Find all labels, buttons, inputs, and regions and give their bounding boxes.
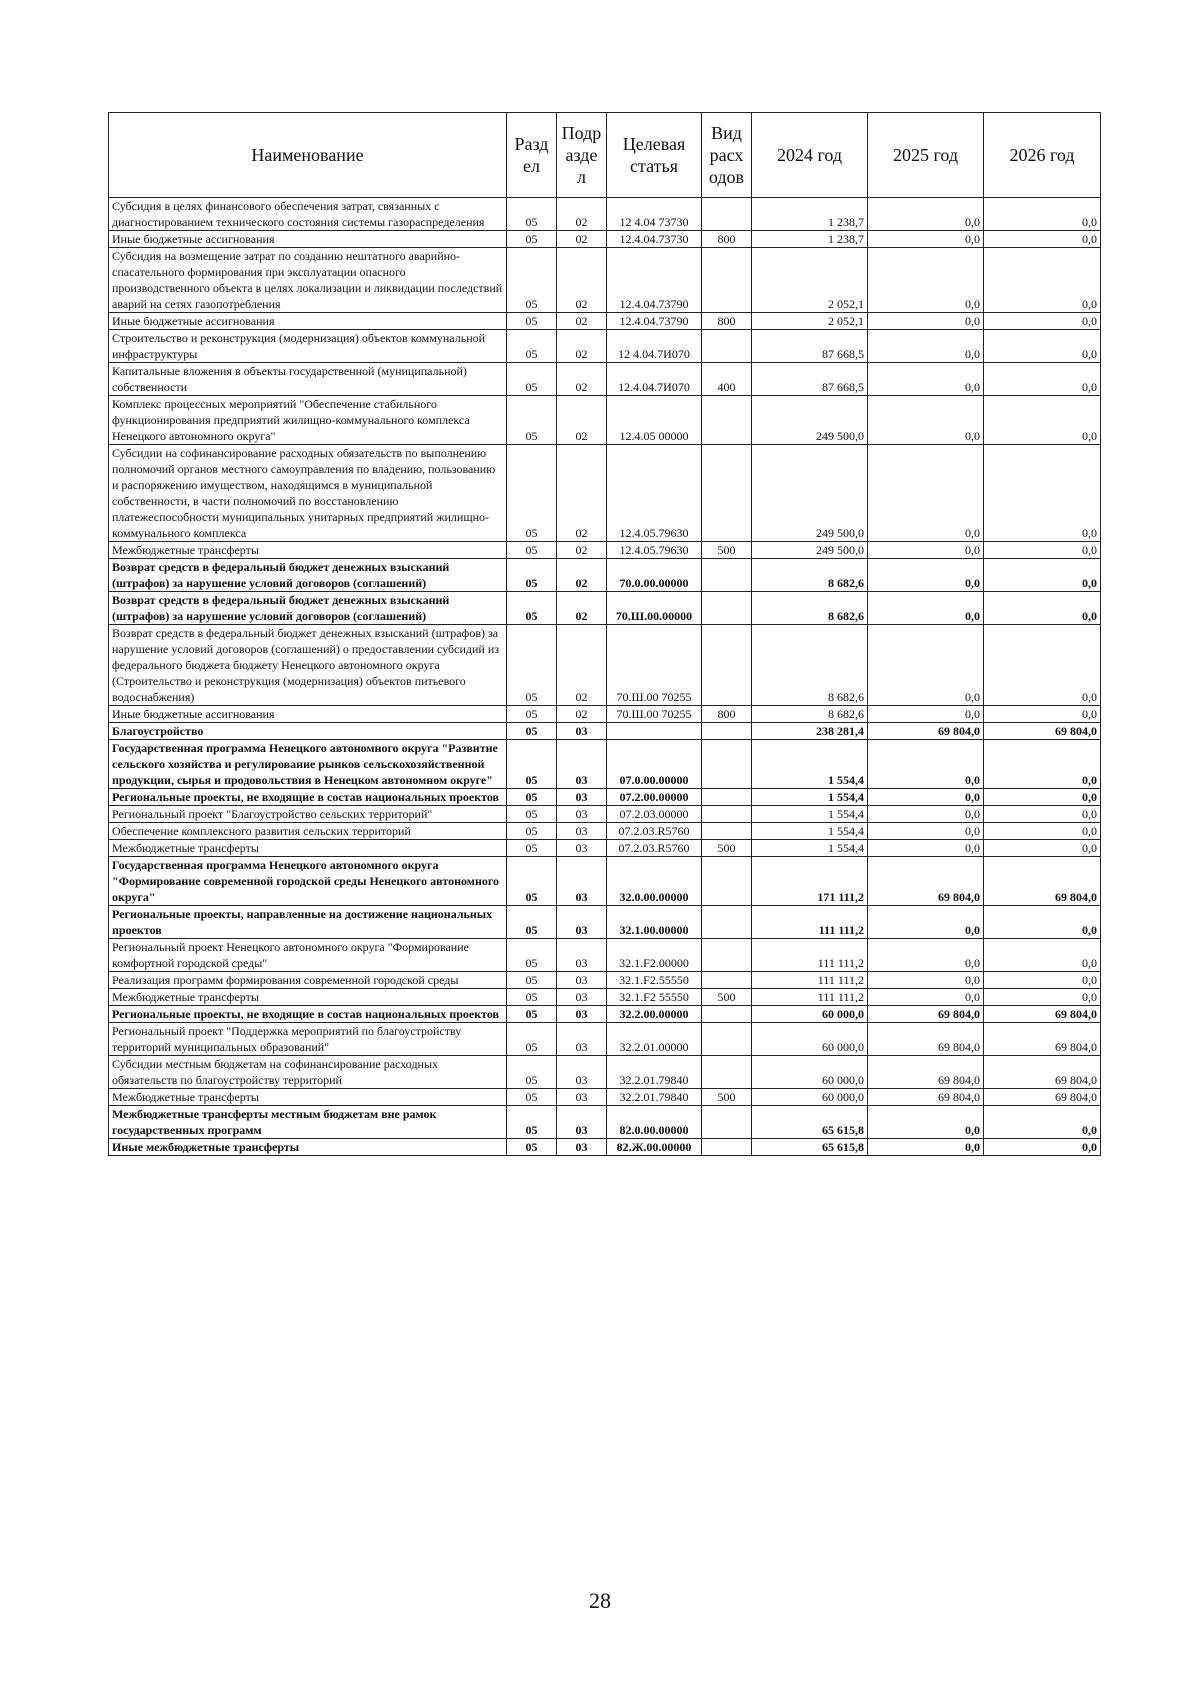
table-row xyxy=(109,740,1101,789)
cell-name: Благоустройство xyxy=(109,723,507,740)
cell-2025: 69 804,0 xyxy=(868,723,984,740)
cell-2025: 0,0 xyxy=(868,231,984,248)
cell-2024: 1 554,4 xyxy=(752,740,868,789)
cell-kind: 800 xyxy=(702,313,752,330)
cell-name: Субсидии местным бюджетам на софинансирование расходных обязательств по благоустройству территорий xyxy=(109,1056,507,1089)
cell-section: 05 xyxy=(507,1089,557,1106)
cell-name: Комплекс процессных мероприятий "Обеспечение стабильного функционирования предприятий жилищно-коммунального комплекса Ненецкого автономного округа" xyxy=(109,396,507,445)
table-row xyxy=(109,857,1101,906)
table-row xyxy=(109,789,1101,806)
cell-section: 05 xyxy=(507,592,557,625)
cell-kind: 800 xyxy=(702,706,752,723)
cell-target: 32.2.00.00000 xyxy=(607,1006,702,1023)
table-row xyxy=(109,1056,1101,1089)
cell-target: 12.4.04.73790 xyxy=(607,248,702,313)
cell-name: Государственная программа Ненецкого автономного округа "Формирование современной городской среды Ненецкого автономного округа" xyxy=(109,857,507,906)
cell-2025: 0,0 xyxy=(868,248,984,313)
cell-name: Региональный проект "Благоустройство сельских территорий" xyxy=(109,806,507,823)
table-row xyxy=(109,445,1101,542)
cell-subsection: 02 xyxy=(557,559,607,592)
cell-2024: 1 554,4 xyxy=(752,789,868,806)
table-row xyxy=(109,823,1101,840)
table-row xyxy=(109,1089,1101,1106)
table-row xyxy=(109,1006,1101,1023)
cell-subsection: 02 xyxy=(557,330,607,363)
cell-target: 12.4.04.7И070 xyxy=(607,363,702,396)
cell-kind: 400 xyxy=(702,363,752,396)
cell-target: 70.Ш.00.00000 xyxy=(607,592,702,625)
cell-target: 32.1.00.00000 xyxy=(607,906,702,939)
cell-2024: 249 500,0 xyxy=(752,445,868,542)
cell-subsection: 02 xyxy=(557,625,607,706)
cell-target: 32.2.01.00000 xyxy=(607,1023,702,1056)
table-row xyxy=(109,1106,1101,1139)
cell-2024: 65 615,8 xyxy=(752,1106,868,1139)
cell-name: Возврат средств в федеральный бюджет денежных взысканий (штрафов) за нарушение условий договоров (соглашений) о предоставлении субсидий из федерального бюджета бюджету Ненецкого автономного округа (Строительство и реконструкция (модернизация) объектов питьевого водоснабжения) xyxy=(109,625,507,706)
cell-2026: 0,0 xyxy=(984,625,1101,706)
cell-2024: 60 000,0 xyxy=(752,1056,868,1089)
cell-kind xyxy=(702,559,752,592)
cell-2024: 238 281,4 xyxy=(752,723,868,740)
cell-2024: 8 682,6 xyxy=(752,625,868,706)
cell-2024: 60 000,0 xyxy=(752,1023,868,1056)
cell-kind xyxy=(702,592,752,625)
cell-2025: 0,0 xyxy=(868,592,984,625)
cell-target: 32.0.00.00000 xyxy=(607,857,702,906)
cell-section: 05 xyxy=(507,248,557,313)
table-row xyxy=(109,939,1101,972)
cell-kind xyxy=(702,625,752,706)
cell-subsection: 03 xyxy=(557,1139,607,1156)
cell-2025: 0,0 xyxy=(868,396,984,445)
table-row xyxy=(109,906,1101,939)
cell-2024: 87 668,5 xyxy=(752,330,868,363)
cell-target: 12.4.05 00000 xyxy=(607,396,702,445)
cell-subsection: 03 xyxy=(557,972,607,989)
cell-target: 70.0.00.00000 xyxy=(607,559,702,592)
cell-kind xyxy=(702,198,752,231)
table-row xyxy=(109,706,1101,723)
header-target: Целевая статья xyxy=(607,113,702,198)
cell-subsection: 02 xyxy=(557,542,607,559)
cell-target: 32.1.F2.00000 xyxy=(607,939,702,972)
cell-subsection: 02 xyxy=(557,706,607,723)
cell-kind xyxy=(702,396,752,445)
cell-2026: 0,0 xyxy=(984,198,1101,231)
cell-2026: 69 804,0 xyxy=(984,1006,1101,1023)
cell-2026: 69 804,0 xyxy=(984,723,1101,740)
cell-section: 05 xyxy=(507,231,557,248)
cell-2025: 0,0 xyxy=(868,789,984,806)
cell-2025: 0,0 xyxy=(868,840,984,857)
cell-kind xyxy=(702,1006,752,1023)
page-number: 28 xyxy=(589,1588,611,1613)
cell-section: 05 xyxy=(507,1006,557,1023)
cell-section: 05 xyxy=(507,740,557,789)
cell-subsection: 03 xyxy=(557,857,607,906)
cell-2025: 0,0 xyxy=(868,330,984,363)
cell-subsection: 02 xyxy=(557,198,607,231)
cell-target: 07.2.00.00000 xyxy=(607,789,702,806)
cell-subsection: 03 xyxy=(557,740,607,789)
cell-2026: 0,0 xyxy=(984,989,1101,1006)
cell-2026: 0,0 xyxy=(984,248,1101,313)
cell-target: 32.2.01.79840 xyxy=(607,1056,702,1089)
cell-section: 05 xyxy=(507,840,557,857)
cell-target: 07.0.00.00000 xyxy=(607,740,702,789)
budget-table xyxy=(108,112,1101,1156)
cell-section: 05 xyxy=(507,559,557,592)
table-row xyxy=(109,972,1101,989)
cell-section: 05 xyxy=(507,789,557,806)
cell-section: 05 xyxy=(507,972,557,989)
cell-2024: 8 682,6 xyxy=(752,592,868,625)
cell-subsection: 02 xyxy=(557,248,607,313)
cell-kind xyxy=(702,972,752,989)
header-name: Наименование xyxy=(109,113,507,198)
cell-target: 07.2.03.00000 xyxy=(607,806,702,823)
header-subsection: Подр азде л xyxy=(557,113,607,198)
cell-2025: 69 804,0 xyxy=(868,1056,984,1089)
cell-kind xyxy=(702,1106,752,1139)
cell-2025: 0,0 xyxy=(868,1139,984,1156)
cell-2025: 0,0 xyxy=(868,559,984,592)
header-2024: 2024 год xyxy=(752,113,868,198)
cell-section: 05 xyxy=(507,198,557,231)
table-row xyxy=(109,592,1101,625)
cell-2024: 1 554,4 xyxy=(752,823,868,840)
cell-name: Строительство и реконструкция (модернизация) объектов коммунальной инфраструктуры xyxy=(109,330,507,363)
cell-target: 12.4.04.73790 xyxy=(607,313,702,330)
header-2025: 2025 год xyxy=(868,113,984,198)
cell-subsection: 03 xyxy=(557,906,607,939)
cell-kind xyxy=(702,445,752,542)
cell-name: Возврат средств в федеральный бюджет денежных взысканий (штрафов) за нарушение условий договоров (соглашений) xyxy=(109,592,507,625)
cell-subsection: 03 xyxy=(557,806,607,823)
table-body xyxy=(109,198,1101,1156)
cell-kind: 500 xyxy=(702,1089,752,1106)
cell-2024: 111 111,2 xyxy=(752,989,868,1006)
document-page xyxy=(108,112,1100,1156)
cell-name: Межбюджетные трансферты xyxy=(109,989,507,1006)
cell-target xyxy=(607,723,702,740)
cell-section: 05 xyxy=(507,906,557,939)
cell-subsection: 02 xyxy=(557,592,607,625)
cell-2024: 2 052,1 xyxy=(752,313,868,330)
cell-2025: 0,0 xyxy=(868,542,984,559)
cell-kind xyxy=(702,906,752,939)
cell-subsection: 02 xyxy=(557,363,607,396)
cell-section: 05 xyxy=(507,313,557,330)
cell-name: Межбюджетные трансферты xyxy=(109,840,507,857)
cell-target: 32.1.F2.55550 xyxy=(607,972,702,989)
cell-kind xyxy=(702,939,752,972)
cell-2025: 0,0 xyxy=(868,806,984,823)
cell-target: 12 4.04.7И070 xyxy=(607,330,702,363)
cell-2026: 0,0 xyxy=(984,1139,1101,1156)
cell-2024: 171 111,2 xyxy=(752,857,868,906)
cell-name: Реализация программ формирования современной городской среды xyxy=(109,972,507,989)
cell-2026: 0,0 xyxy=(984,445,1101,542)
cell-2026: 0,0 xyxy=(984,330,1101,363)
table-row xyxy=(109,989,1101,1006)
cell-2026: 0,0 xyxy=(984,706,1101,723)
cell-section: 05 xyxy=(507,806,557,823)
table-row xyxy=(109,723,1101,740)
cell-section: 05 xyxy=(507,330,557,363)
cell-section: 05 xyxy=(507,1056,557,1089)
cell-kind xyxy=(702,740,752,789)
cell-subsection: 03 xyxy=(557,723,607,740)
table-row xyxy=(109,248,1101,313)
cell-2025: 0,0 xyxy=(868,625,984,706)
cell-target: 12.4.04.73730 xyxy=(607,231,702,248)
cell-2024: 111 111,2 xyxy=(752,972,868,989)
cell-name: Обеспечение комплексного развития сельских территорий xyxy=(109,823,507,840)
cell-2026: 0,0 xyxy=(984,972,1101,989)
cell-subsection: 02 xyxy=(557,396,607,445)
cell-section: 05 xyxy=(507,989,557,1006)
cell-kind xyxy=(702,330,752,363)
cell-name: Возврат средств в федеральный бюджет денежных взысканий (штрафов) за нарушение условий договоров (соглашений) xyxy=(109,559,507,592)
cell-2026: 0,0 xyxy=(984,823,1101,840)
cell-section: 05 xyxy=(507,396,557,445)
table-row xyxy=(109,330,1101,363)
cell-subsection: 03 xyxy=(557,1056,607,1089)
cell-2026: 0,0 xyxy=(984,313,1101,330)
cell-2025: 0,0 xyxy=(868,445,984,542)
cell-section: 05 xyxy=(507,1139,557,1156)
header-2026: 2026 год xyxy=(984,113,1101,198)
cell-section: 05 xyxy=(507,625,557,706)
cell-2025: 69 804,0 xyxy=(868,857,984,906)
cell-name: Субсидии на софинансирование расходных обязательств по выполнению полномочий органов местного самоуправления по владению, пользованию и распоряжению имуществом, находящимся в муниципальной собственности, в части полномочий по восстановлению платежеспособности муниципальных унитарных предприятий жилищно-коммунального комплекса xyxy=(109,445,507,542)
cell-kind xyxy=(702,857,752,906)
cell-2026: 69 804,0 xyxy=(984,1089,1101,1106)
cell-2025: 69 804,0 xyxy=(868,1006,984,1023)
cell-kind xyxy=(702,1056,752,1089)
cell-subsection: 03 xyxy=(557,1106,607,1139)
cell-2026: 0,0 xyxy=(984,592,1101,625)
cell-target: 82.0.00.00000 xyxy=(607,1106,702,1139)
cell-kind xyxy=(702,1139,752,1156)
cell-name: Межбюджетные трансферты xyxy=(109,542,507,559)
cell-subsection: 03 xyxy=(557,789,607,806)
table-header-row xyxy=(109,113,1101,198)
cell-name: Межбюджетные трансферты местным бюджетам вне рамок государственных программ xyxy=(109,1106,507,1139)
cell-2026: 69 804,0 xyxy=(984,857,1101,906)
cell-2024: 87 668,5 xyxy=(752,363,868,396)
cell-kind: 500 xyxy=(702,840,752,857)
cell-subsection: 02 xyxy=(557,313,607,330)
cell-2026: 0,0 xyxy=(984,231,1101,248)
cell-2025: 0,0 xyxy=(868,972,984,989)
cell-target: 32.1.F2 55550 xyxy=(607,989,702,1006)
cell-name: Капитальные вложения в объекты государственной (муниципальной) собственности xyxy=(109,363,507,396)
cell-2024: 1 554,4 xyxy=(752,840,868,857)
cell-2025: 0,0 xyxy=(868,198,984,231)
cell-name: Межбюджетные трансферты xyxy=(109,1089,507,1106)
cell-section: 05 xyxy=(507,857,557,906)
cell-2024: 249 500,0 xyxy=(752,542,868,559)
cell-subsection: 03 xyxy=(557,1023,607,1056)
cell-name: Региональный проект Ненецкого автономного округа "Формирование комфортной городской среды" xyxy=(109,939,507,972)
cell-target: 07.2.03.R5760 xyxy=(607,840,702,857)
cell-2026: 0,0 xyxy=(984,939,1101,972)
cell-section: 05 xyxy=(507,1023,557,1056)
cell-2025: 0,0 xyxy=(868,823,984,840)
table-row xyxy=(109,840,1101,857)
cell-section: 05 xyxy=(507,542,557,559)
cell-target: 70.Ш.00 70255 xyxy=(607,625,702,706)
cell-section: 05 xyxy=(507,723,557,740)
cell-kind xyxy=(702,806,752,823)
cell-2024: 8 682,6 xyxy=(752,559,868,592)
cell-2025: 69 804,0 xyxy=(868,1089,984,1106)
cell-name: Субсидия на возмещение затрат по созданию нештатного аварийно-спасательного формирования при эксплуатации опасного производственного объекта в целях локализации и ликвидации последствий аварий на сетях газопотребления xyxy=(109,248,507,313)
cell-name: Иные межбюджетные трансферты xyxy=(109,1139,507,1156)
cell-name: Иные бюджетные ассигнования xyxy=(109,231,507,248)
table-row xyxy=(109,313,1101,330)
cell-subsection: 02 xyxy=(557,231,607,248)
cell-name: Иные бюджетные ассигнования xyxy=(109,313,507,330)
cell-section: 05 xyxy=(507,706,557,723)
cell-2024: 249 500,0 xyxy=(752,396,868,445)
cell-2026: 69 804,0 xyxy=(984,1023,1101,1056)
cell-2024: 1 238,7 xyxy=(752,198,868,231)
cell-2025: 0,0 xyxy=(868,706,984,723)
table-row xyxy=(109,1139,1101,1156)
cell-kind xyxy=(702,823,752,840)
cell-2026: 0,0 xyxy=(984,789,1101,806)
cell-2025: 0,0 xyxy=(868,989,984,1006)
cell-section: 05 xyxy=(507,823,557,840)
cell-2025: 69 804,0 xyxy=(868,1023,984,1056)
cell-2026: 0,0 xyxy=(984,806,1101,823)
cell-2024: 8 682,6 xyxy=(752,706,868,723)
cell-subsection: 03 xyxy=(557,989,607,1006)
cell-2024: 60 000,0 xyxy=(752,1089,868,1106)
cell-name: Региональные проекты, не входящие в состав национальных проектов xyxy=(109,789,507,806)
cell-section: 05 xyxy=(507,445,557,542)
cell-target: 82.Ж.00.00000 xyxy=(607,1139,702,1156)
cell-subsection: 03 xyxy=(557,939,607,972)
cell-subsection: 03 xyxy=(557,1006,607,1023)
cell-2026: 0,0 xyxy=(984,396,1101,445)
cell-subsection: 03 xyxy=(557,823,607,840)
cell-kind: 800 xyxy=(702,231,752,248)
cell-2025: 0,0 xyxy=(868,906,984,939)
cell-name: Региональный проект "Поддержка мероприятий по благоустройству территорий муниципальных образований" xyxy=(109,1023,507,1056)
cell-name: Региональные проекты, направленные на достижение национальных проектов xyxy=(109,906,507,939)
header-kind: Вид расх одов xyxy=(702,113,752,198)
table-row xyxy=(109,396,1101,445)
cell-target: 12 4.04 73730 xyxy=(607,198,702,231)
cell-target: 12.4.05.79630 xyxy=(607,542,702,559)
cell-name: Субсидия в целях финансового обеспечения затрат, связанных с диагностированием технического состояния системы газораспределения xyxy=(109,198,507,231)
cell-2026: 0,0 xyxy=(984,840,1101,857)
table-row xyxy=(109,198,1101,231)
cell-section: 05 xyxy=(507,939,557,972)
table-row xyxy=(109,231,1101,248)
table-row xyxy=(109,1023,1101,1056)
cell-2026: 0,0 xyxy=(984,906,1101,939)
cell-target: 07.2.03.R5760 xyxy=(607,823,702,840)
cell-2025: 0,0 xyxy=(868,1106,984,1139)
cell-kind xyxy=(702,789,752,806)
table-row xyxy=(109,559,1101,592)
cell-2025: 0,0 xyxy=(868,313,984,330)
table-row xyxy=(109,363,1101,396)
cell-2026: 0,0 xyxy=(984,559,1101,592)
table-row xyxy=(109,542,1101,559)
cell-2026: 0,0 xyxy=(984,542,1101,559)
cell-2024: 1 554,4 xyxy=(752,806,868,823)
cell-subsection: 03 xyxy=(557,1089,607,1106)
cell-name: Государственная программа Ненецкого автономного округа "Развитие сельского хозяйства и регулирование рынков сельскохозяйственной продукции, сырья и продовольствия в Ненецком автономном округе" xyxy=(109,740,507,789)
cell-2024: 111 111,2 xyxy=(752,906,868,939)
cell-name: Иные бюджетные ассигнования xyxy=(109,706,507,723)
header-section: Разд ел xyxy=(507,113,557,198)
cell-2024: 65 615,8 xyxy=(752,1139,868,1156)
cell-2026: 69 804,0 xyxy=(984,1056,1101,1089)
cell-2026: 0,0 xyxy=(984,1106,1101,1139)
cell-2024: 2 052,1 xyxy=(752,248,868,313)
cell-subsection: 02 xyxy=(557,445,607,542)
cell-section: 05 xyxy=(507,363,557,396)
table-row xyxy=(109,806,1101,823)
cell-kind: 500 xyxy=(702,989,752,1006)
cell-2026: 0,0 xyxy=(984,740,1101,789)
cell-kind xyxy=(702,248,752,313)
cell-name: Региональные проекты, не входящие в состав национальных проектов xyxy=(109,1006,507,1023)
cell-target: 32.2.01.79840 xyxy=(607,1089,702,1106)
cell-target: 12.4.05.79630 xyxy=(607,445,702,542)
cell-kind xyxy=(702,1023,752,1056)
table-row xyxy=(109,625,1101,706)
cell-2024: 111 111,2 xyxy=(752,939,868,972)
cell-2025: 0,0 xyxy=(868,740,984,789)
cell-target: 70.Ш.00 70255 xyxy=(607,706,702,723)
cell-2026: 0,0 xyxy=(984,363,1101,396)
cell-2024: 1 238,7 xyxy=(752,231,868,248)
cell-kind: 500 xyxy=(702,542,752,559)
cell-subsection: 03 xyxy=(557,840,607,857)
cell-section: 05 xyxy=(507,1106,557,1139)
cell-2025: 0,0 xyxy=(868,363,984,396)
cell-kind xyxy=(702,723,752,740)
cell-2025: 0,0 xyxy=(868,939,984,972)
cell-2024: 60 000,0 xyxy=(752,1006,868,1023)
